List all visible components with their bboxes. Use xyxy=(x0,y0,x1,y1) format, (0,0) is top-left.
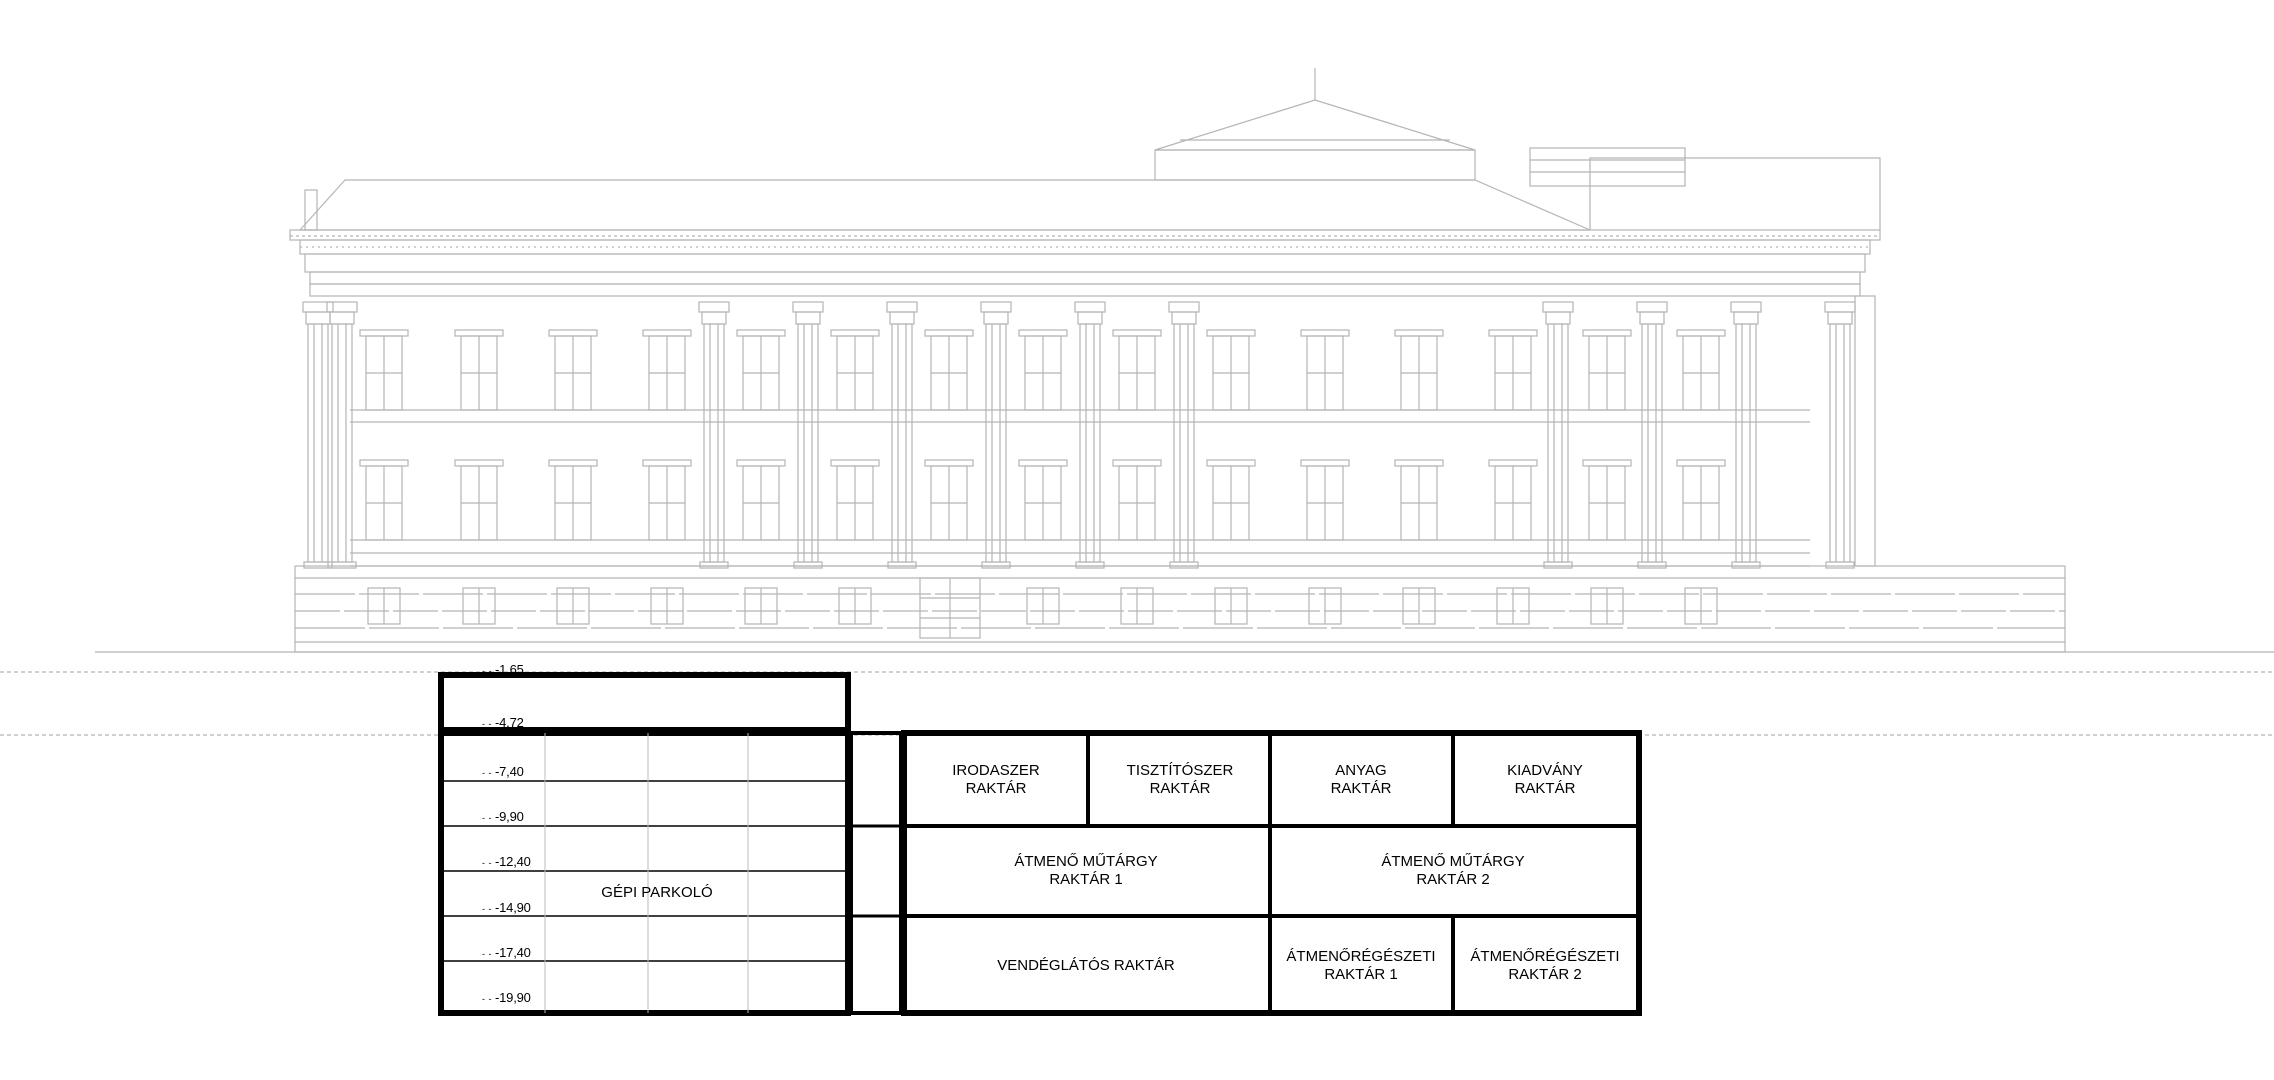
column xyxy=(981,302,1011,568)
column xyxy=(1169,302,1199,568)
cornice-top xyxy=(290,230,1880,240)
room-mutargy-2-label: ÁTMENŐ MŰTÁRGY RAKTÁR 2 xyxy=(1381,853,1525,888)
level-marker: - - -7,40 xyxy=(482,765,524,780)
level-marker: - - -14,90 xyxy=(482,901,531,916)
shaft-column xyxy=(851,733,901,1013)
window xyxy=(1583,330,1631,624)
window xyxy=(643,330,691,624)
dome-cap xyxy=(1155,100,1475,150)
parking-level-lines xyxy=(441,781,848,961)
window xyxy=(1395,330,1443,624)
corinthian-columns xyxy=(303,302,1855,568)
window xyxy=(360,330,408,624)
rusticated-base xyxy=(295,566,2065,652)
level-marker: - - -1,65 xyxy=(482,663,524,678)
building-facade-elevation xyxy=(0,68,2274,735)
room-regeszeti-2-label: ÁTMENŐRÉGÉSZETI RAKTÁR 2 xyxy=(1470,948,1620,983)
room-vendeglatos-label: VENDÉGLÁTÓS RAKTÁR xyxy=(997,957,1175,974)
room-parking-label: GÉPI PARKOLÓ xyxy=(601,884,713,901)
architrave xyxy=(310,284,1860,296)
facade-windows xyxy=(360,330,1725,624)
room-anyag-label: ANYAG RAKTÁR xyxy=(1330,762,1392,797)
column xyxy=(327,302,357,568)
parking-block xyxy=(441,733,848,1013)
column xyxy=(793,302,823,568)
window xyxy=(1301,330,1349,624)
column xyxy=(1637,302,1667,568)
underground-section xyxy=(441,675,1639,1013)
room-regeszeti-1-label: ÁTMENŐRÉGÉSZETI RAKTÁR 1 xyxy=(1286,948,1436,983)
level-marker: - - -12,40 xyxy=(482,855,531,870)
level-marker: - - -19,90 xyxy=(482,991,531,1006)
window xyxy=(1207,330,1255,624)
rear-roof-block xyxy=(1590,158,1880,230)
window xyxy=(455,330,503,624)
room-irodaszer-label: IRODASZER RAKTÁR xyxy=(952,762,1040,797)
roof-drum xyxy=(1155,150,1475,180)
window xyxy=(1489,330,1537,624)
column xyxy=(1731,302,1761,568)
level-marker: - - -4,72 xyxy=(482,716,524,731)
frieze xyxy=(305,254,1865,272)
column xyxy=(1543,302,1573,568)
column xyxy=(1825,302,1855,568)
level-marker: - - -17,40 xyxy=(482,946,531,961)
storage-partitions xyxy=(904,733,1639,1013)
main-roof xyxy=(300,180,1590,230)
column xyxy=(303,302,333,568)
roof-annex xyxy=(1530,148,1685,186)
column xyxy=(699,302,729,568)
window xyxy=(737,330,785,624)
window xyxy=(1019,330,1067,624)
window xyxy=(831,330,879,624)
column xyxy=(887,302,917,568)
column xyxy=(1075,302,1105,568)
room-tisztitoszer-label: TISZTÍTÓSZER RAKTÁR xyxy=(1126,762,1234,797)
parking-grid-lines xyxy=(545,733,748,1013)
upper-section-box xyxy=(441,675,848,730)
window xyxy=(1677,330,1725,624)
chimney xyxy=(305,190,317,230)
window xyxy=(1113,330,1161,624)
room-kiadvany-label: KIADVÁNY RAKTÁR xyxy=(1507,762,1583,797)
level-marker: - - -9,90 xyxy=(482,810,524,825)
window xyxy=(549,330,597,624)
room-mutargy-1-label: ÁTMENŐ MŰTÁRGY RAKTÁR 1 xyxy=(1014,853,1158,888)
window xyxy=(925,330,973,540)
